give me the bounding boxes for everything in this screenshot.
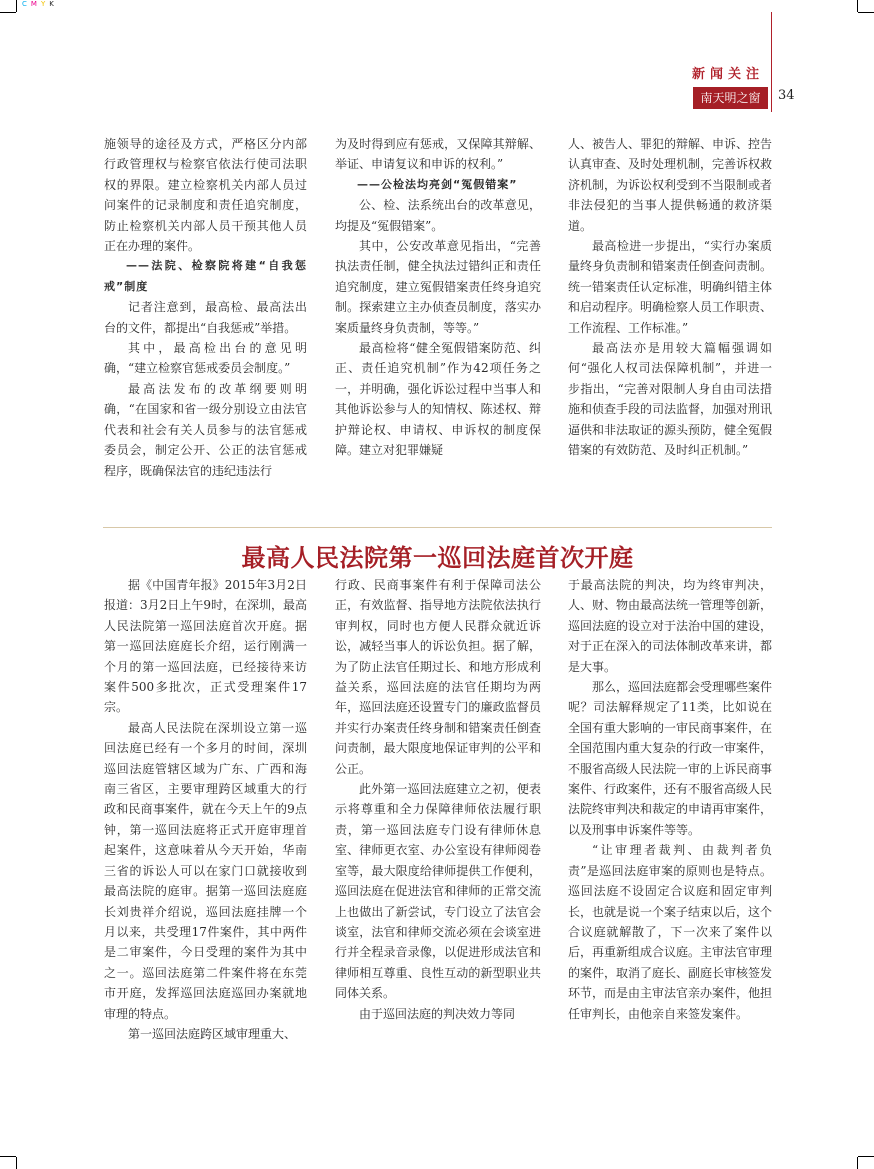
crop-mark <box>857 1157 858 1169</box>
paragraph: 最高法亦是用较大篇幅强调如何“强化人权司法保障机制”，并进一步指出，“完善对限制人身自由司法措施和侦查手段的司法监督，加强对刑讯逼供和非法取证的源头预防，健全冤假错案的有效防范、及时纠正机制。” <box>568 341 773 458</box>
paragraph: 施领导的途径及方式，严格区分内部行政管理权与检察官依法行使司法职权的界限。建立检察机关内部人员过问案件的记录制度和责任追究制度，防止检察机关内部人员干预其他人员正在办理的案件。 <box>104 137 307 254</box>
crop-mark <box>0 12 16 13</box>
paragraph: 最高检将“健全冤假错案防范、纠正、责任追究机制”作为42项任务之一，并明确，强化诉讼过程中当事人和其他诉讼参与人的知情权、陈述权、辩护辩论权、申请权、申诉权的制度保障。建立对犯罪嫌疑 <box>335 341 541 458</box>
paragraph: 于最高法院的判决，均为终审判决，人、财、物由最高法统一管理等创新，巡回法庭的设立对于法治中国的建设，对于正在深入的司法体制改革来讲，都是大事。 <box>568 578 773 674</box>
paragraph: 其中，最高检出台的意见明确，“建立检察官惩戒委员会制度。” <box>104 341 307 376</box>
crop-mark <box>858 1156 874 1157</box>
cmyk-k: K <box>49 0 58 8</box>
paragraph: 其中，公安改革意见指出，“完善执法责任制，健全执法过错纠正和责任追究制度，建立冤假错案责任终身追究制。探索建立主办侦查员制度，落实办案质量终身负责制，等等。” <box>335 239 541 335</box>
cmyk-y: Y <box>40 0 50 8</box>
paragraph: 为及时得到应有惩戒，又保障其辩解、举证、申请复议和申诉的权利。” <box>335 137 541 172</box>
page-number: 34 <box>778 88 795 103</box>
top-article-column-2 <box>335 134 541 461</box>
paragraph: 那么，巡回法庭都会受理哪些案件呢？司法解释规定了11类，比如说在全国有重大影响的一审民商事案件，在全国范围内重大复杂的行政一审案件，不服省高级人民法院一审的上诉民商事案件、行政案件，还有不服省高级人民法院终审判决和裁定的申请再审案件，以及刑事申诉案件等等。 <box>568 680 773 837</box>
crop-mark <box>0 1156 16 1157</box>
header-vertical-rule <box>771 12 772 112</box>
paragraph: 最高人民法院在深圳设立第一巡回法庭已经有一个多月的时间，深圳巡回法庭管辖区域为广东、广西和海南三省区，主要审理跨区域重大的行政和民商事案件，就在今天上午的9点钟，第一巡回法庭将正式开庭审理首起案件，这意味着从今天开始，华南三省的诉讼人可以在家门口就接收到最高法院的庭审。据第一巡回法庭庭长刘贵祥介绍说，巡回法庭挂牌一个月以来，共受理17件案件，其中两件是二审案件，今日受理的案件为其中之一。巡回法庭第二件案件将在东莞市开庭，发挥巡回法庭巡回办案就地审理的特点。 <box>104 720 307 1021</box>
paragraph: 由于巡回法庭的判决效力等同 <box>359 1006 516 1021</box>
subheading: ——法院、检察院将建“自我惩戒”制度 <box>104 259 307 293</box>
color-registration-marks <box>22 0 58 8</box>
column-tag: 南天明之窗 <box>693 87 768 109</box>
crop-mark <box>16 1157 17 1169</box>
bottom-article-column-2 <box>335 575 541 1024</box>
paragraph: 第一巡回法庭跨区域审理重大、 <box>128 1026 297 1041</box>
paragraph: 据《中国青年报》2015年3月2日报道：3月2日上午9时，在深圳，最高人民法院第一巡回法庭首次开庭。据第一巡回法庭庭长介绍，运行刚满一个月的第一巡回法庭，已经接待来访案件500多批次，正式受理案件17宗。 <box>104 578 307 715</box>
crop-mark <box>858 12 874 13</box>
top-article-column-3 <box>568 134 772 461</box>
top-article-column-1 <box>104 134 307 481</box>
article-headline: 最高人民法院第一巡回法庭首次开庭 <box>241 544 634 572</box>
cmyk-c: C <box>22 0 31 8</box>
section-label: 新闻关注 <box>691 67 764 82</box>
article-divider <box>103 527 772 528</box>
paragraph: 记者注意到，最高检、最高法出台的文件，都提出“自我惩戒”举措。 <box>104 300 307 335</box>
crop-mark <box>16 0 17 12</box>
paragraph: 人、被告人、罪犯的辩解、申诉、控告认真审查、及时处理机制，完善诉权救济机制，为诉讼权利受到不当限制或者非法侵犯的当事人提供畅通的救济渠道。 <box>568 137 773 233</box>
paragraph: 此外第一巡回法庭建立之初，便表示将尊重和全力保障律师依法履行职责，第一巡回法庭专门设有律师休息室、律师更衣室、办公室设有律师阅卷室等，最大限度给律师提供工作便利，巡回法庭在促进法官和律师的正常交流上也做出了新尝试，专门设立了法官会谈室，法官和律师交流必须在会谈室进行并全程录音录像，以促进形成法官和律师相互尊重、良性互动的新型职业共同体关系。 <box>335 782 541 1001</box>
cmyk-m: M <box>30 0 41 8</box>
bottom-article-column-1 <box>104 575 307 1044</box>
paragraph: 公、检、法系统出台的改革意见，均提及“冤假错案”。 <box>335 198 541 233</box>
paragraph: 最高法发布的改革纲要则明确，“在国家和省一级分别设立由法官代表和社会有关人员参与的法官惩戒委员会，制定公开、公正的法官惩戒程序，既确保法官的违纪违法行 <box>104 381 307 478</box>
bottom-article-column-3 <box>568 575 772 1024</box>
paragraph: “让审理者裁判、由裁判者负责”是巡回法庭审案的原则也是特点。巡回法庭不设固定合议庭和固定审判长，也就是说一个案子结束以后，这个合议庭就解散了，下一次来了案件以后，再重新组成合议庭。主审法官审理的案件，取消了庭长、副庭长审核签发环节，而是由主审法官亲办案件，他担任审判长，由他亲自来签发案件。 <box>568 843 773 1021</box>
paragraph: 行政、民商事案件有利于保障司法公正，有效监督、指导地方法院依法执行审判权，同时也方便人民群众就近诉讼，减轻当事人的诉讼负担。据了解，为了防止法官任期过长、和地方形成利益关系，巡回法庭的法官任期均为两年，巡回法庭还设置专门的廉政监督员并实行办案责任终身制和错案责任倒查问责制，最大限度地保证审判的公平和公正。 <box>335 578 541 776</box>
crop-mark <box>857 0 858 12</box>
subheading: ——公检法均亮剑“冤假错案” <box>357 177 518 191</box>
paragraph: 最高检进一步提出，“实行办案质量终身负责制和错案责任倒查问责制。统一错案责任认定标准，明确纠错主体和启动程序。明确检察人员工作职责、工作流程、工作标准。” <box>568 239 773 335</box>
